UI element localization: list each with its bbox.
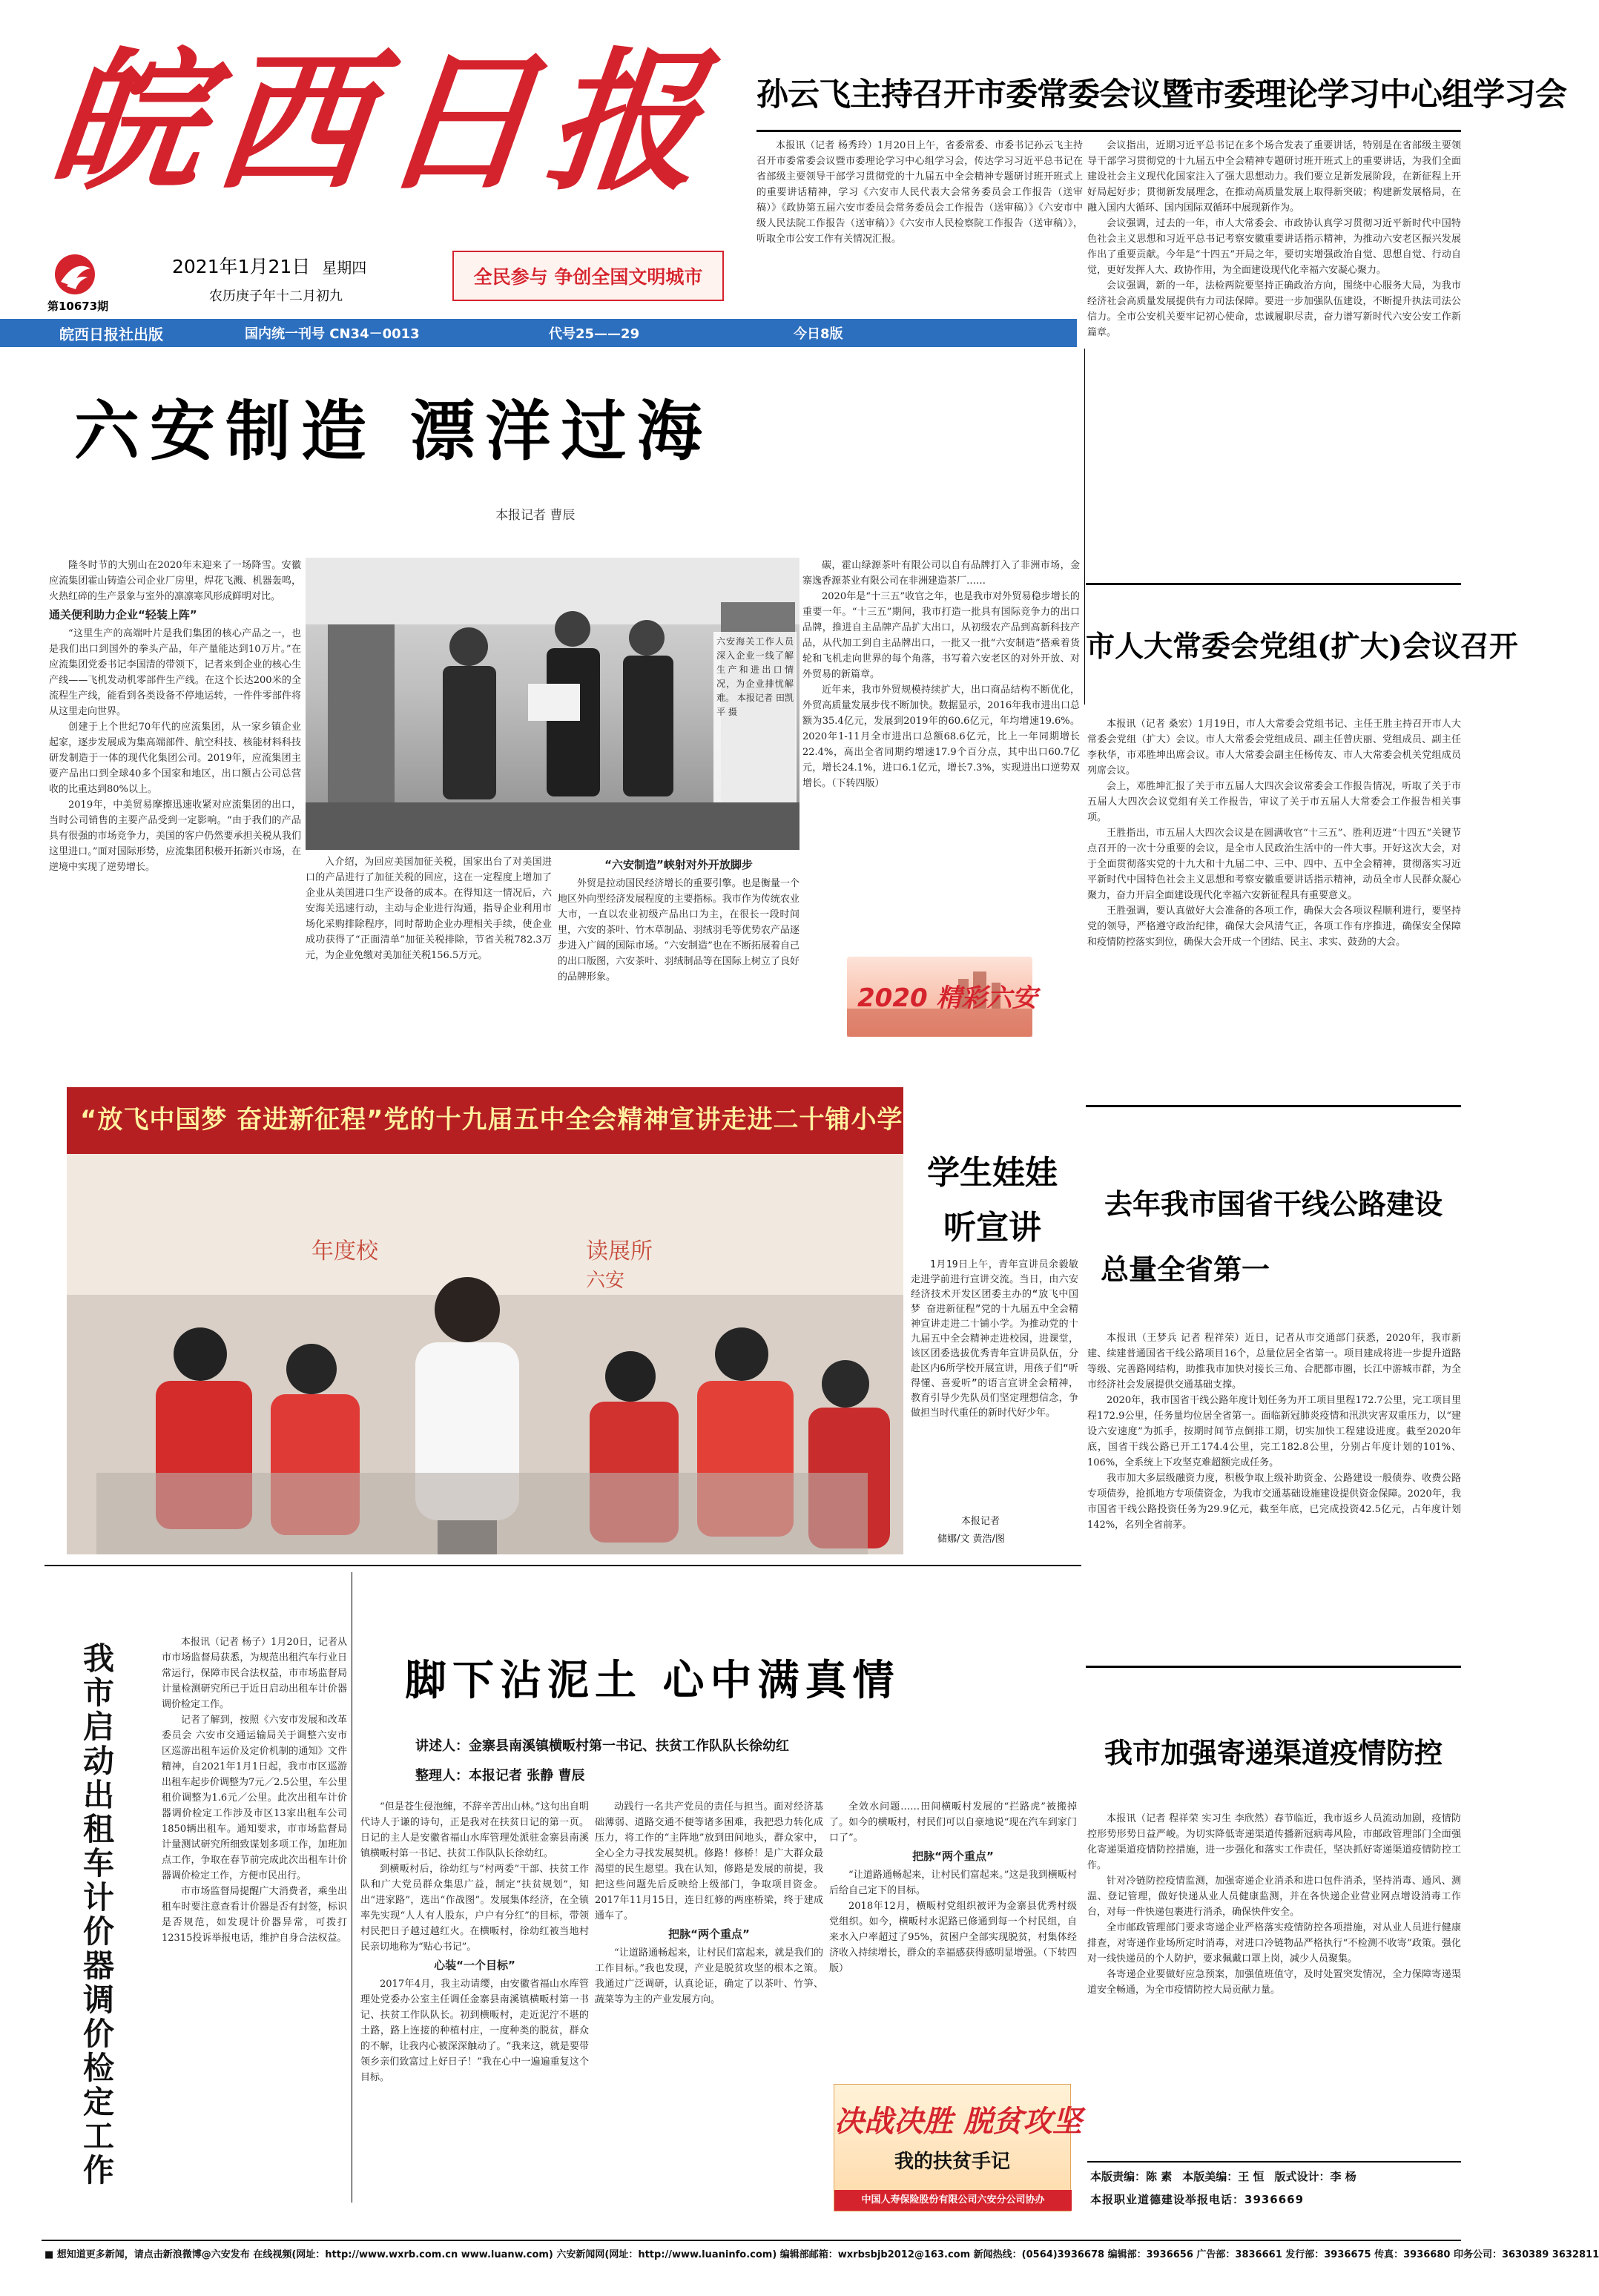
poverty-col2: 动践行一名共产党员的责任与担当。面对经济基础薄弱、道路交通不便等诸多困难，我把恐力转化成压力，将工作的“主阵地”放到田间地头，群众家中，全心全力寻找发展契机。修路！修桥！是广大群众最渴望的民生愿望。我在认知，修路是发展的前提，我把这些问题先后反映给上级部门，争取项目资金。2017年11月15日，连日红修的两座桥梁，终于建成通车了。 把脉“两个重点” “让道路通畅起来，让村民们富起来，就是我们的工作目标。”我也发现，产业是脱贫攻坚的根本之策。我通过广泛调研，认真论证，确定了以茶叶、竹笋、蔬菜等为主的产业发展方向。: [595, 1801, 823, 2005]
feature-col2: 入介绍，为回应美国加征关税，国家出台了对美国进口的产品进行了加征关税的回应，这在一定程度上增加了企业从美国进口生产设备的成本。在得知这一情况后，六安海关迅速行动，主动与企业进行沟通，指导企业利用市场化采购排除程序，同时帮助企业办理相关手续，使企业成功获得了“正面清单”加征关税排除，节省关税782.3万元，为企业免缴对美加征关税156.5万元。: [306, 857, 552, 961]
customs-photo-caption: 六安海关工作人员深入企业一线了解生产和进出口情况，为企业排忧解难。 本报记者 田凯平 摄: [713, 632, 797, 802]
poverty-speaker: 讲述人：金寨县南溪镇横畈村第一书记、扶贫工作队队长徐幼红: [415, 1738, 789, 1754]
civilized-city-slogan: 全民参与 争创全国文明城市: [452, 251, 724, 301]
express-body: 本报讯（记者 程祥荣 实习生 李欣然）春节临近，我市返乡人员流动加剧，疫情防控形势形势日益严峻。为切实降低寄递渠道传播新冠病毒风险，市邮政管理部门全面强化寄递渠道疫情防控措施，进一步强化和落实工作责任，坚决抓好寄递渠道疫情防控工作。 针对冷链防控疫情监测，加强寄递企业消杀和进口包件消杀，坚持消毒、通风、测温、登记管理，做好快递从业人员健康监测，并在各快递企业营业网点增设消毒工作台，对每一件快递包裹进行消杀，确保快件安全。 全市邮政管理部门要求寄递企业严格落实疫情防控各项措施，对从业人员进行健康排查，对寄递作业场所定时消毒，对进口冷链物品严格执行“不检测不收寄”政策。强化对一线快递员的个人防护，要求佩戴口罩上岗，减少人员聚集。 各寄递企业要做好应急预案，加强值班值守，及时处置突发情况，全力保障寄递渠道安全畅通，为全市疫情防控大局贡献力量。: [1087, 1813, 1461, 1996]
masthead-title: 皖西日报: [42, 33, 723, 211]
report-hotline: 本报职业道德建设举报电话：3936669: [1090, 2193, 1305, 2206]
school-title-line2: 听宣讲: [943, 1209, 1041, 1247]
taxi-top-rule: [44, 1565, 1081, 1566]
road-headline-2: 总量全省第一: [1101, 1253, 1270, 1286]
poverty-col1: “但是苍生侵泡缠，不辞辛苦出山林。”这句出自明代诗人于谦的诗句，正是我对在扶贫日记的第一页。日记的主人是安徽省福山水库管理处派驻金寨县南溪镇横畈村第一书记、扶贫工作队队长徐幼红。 到横畈村后，徐幼红与“村两委”干部、扶贫工作队和广大党员群众集思广益，制定“扶贫规划”，知出“进家路”，选出“作战图”。发展集体经济，在全镇率先实现“人人有人股东，户户有分红”的目标，带领村民把日子越过越红火。在横畈村，徐幼红被当地村民亲切地称为“贴心书记”。 心装“一个目标” 2017年4月，我主动请缨，由安徽省福山水库管理处党委办公室主任调任金寨县南溪镇横畈村第一书记、扶贫工作队队长。初到横畈村，走近泥泞不堪的土路，路上连接的种植村庄，一度种类的脱贫，群众的不解，让我内心被深深触动了。“我来这，就是要带领乡亲们致富过上好日子！”我在心中一遍遍重复这个目标。: [360, 1801, 589, 2083]
lunar-date: 农历庚子年十二月初九: [209, 288, 343, 304]
footer-rule: [42, 2240, 1461, 2241]
page-count: 今日8版: [794, 326, 843, 342]
npc-body: 本报讯（记者 桑宏）1月19日，市人大常委会党组书记、主任王胜主持召开市人大常委会党组（扩大）会议。市人大常委会党组成员、副主任曾庆丽、党组成员、副主任李秋华，市邓胜坤出席会议。市人大常委会副主任杨传友、市人大常委会机关党组成员列席会议。 会上，邓胜坤汇报了关于市五届人大四次会议常委会工作报告情况，听取了关于市五届人大四次会议党组有关工作报告，审议了关于市五届人大常委会工作报告相关事项。 王胜指出，市五届人大四次会议是在圆满收官“十三五”、胜利迈进“十四五”关键节点召开的一次十分重要的会议，是全市人民政治生活中的一件大事。开好这次大会，对于全面贯彻落实党的十九大和十九届二中、三中、四中、五中全会精神，贯彻落实习近平新时代中国特色社会主义思想和考察安徽重要讲话指示精神，动员全市人民群众凝心聚力，奋力开启全面建设现代化幸福六安新征程具有重要意义。 王胜强调，要认真做好大会准备的各项工作，确保大会各项议程顺利进行，要坚持党的领导，严格遵守政治纪律，确保大会风清气正，各项工作有序推进，确保安全保障和疫情防控落实到位，确保大会开成一个团结、民主、求实、鼓劲的大会。: [1087, 719, 1461, 948]
taxi-body: 本报讯（记者 杨子）1月20日，记者从市市场监督局获悉，为规范出租汽车行业日常运行，保障市民合法权益，市市场监督局计量检测研究所已于近日启动出租车计价器调价检定工作。 记者了解到，按照《六安市发展和改革委员会 六安市交通运输局关于调整六安市区巡游出租车运价及定价机制的通知》文件精神，自2021年1月1日起，我市市区巡游出租车起步价调整为7元／2.5公里，车公里租价调整为1.6元／公里。此次出租车计价器调价检定工作涉及市区13家出租车公司1850辆出租车。通知要求，市市场监督局计量测试研究所细致谋划多项工作，加班加点工作，争取在春节前完成此次出租车计价器调价检定工作，方便市民出行。 市市场监督局提醒广大消费者，乘坐出租车时要注意查看计价器是否有封签，标识是否规范，如发现计价器异常，可拨打12315投诉举报电话，维护自身合法权益。: [162, 1637, 347, 1944]
lead-body-col1: 本报讯（记者 杨秀玲）1月20日上午，省委常委、市委书记孙云飞主持召开市委常委会议暨市委理论学习中心组学习会，传达学习习近平总书记在省部级主要领导干部学习贯彻党的十九届五中全会精神专题研讨班开班式上的重要讲话精神，学习《六安市人民代表大会常务委员会工作报告（送审稿）》《政协第五届六安市委员会常务委员会工作报告（送审稿）》《六安市中级人民法院工作报告（送审稿）》《六安市人民检察院工作报告（送审稿）》，听取全市公安工作有关情况汇报。: [756, 140, 1083, 245]
lead-headline: 孙云飞主持召开市委常委会议暨市委理论学习中心组学习会: [756, 76, 1566, 113]
postal-code: 代号25——29: [549, 326, 640, 342]
school-story-text: 1月19日上午，青年宣讲员余毅敏走进学前进行宣讲交流。当日，由六安经济技术开发区团委主办的“放飞中国梦 奋进新征程”党的十九届五中全会精神宣讲走进二十铺小学。为推动党的十九届五中全会精神走进校园，进课堂，该区团委选拔优秀青年宣讲员队伍，分赴区内6所学校开展宣讲，用孩子们“听得懂、喜爱听”的语言宣讲全会精神，教育引导少先队员们坚定理想信念，争做担当时代重任的新时代好少年。: [911, 1259, 1078, 1419]
express-headline: 我市加强寄递渠道疫情防控: [1104, 1736, 1443, 1769]
poverty-headline: 脚下沾泥土 心中满真情: [405, 1656, 900, 1705]
road-top-rule: [1086, 1105, 1461, 1107]
feature-col1: 隆冬时节的大别山在2020年末迎来了一场降雪。安徽应流集团霍山铸造公司企业厂房里，焊花飞溅、机器轰鸣，火热红碎的生产景象与室外的凛凛寒风形成鲜明对比。 通关便利助力企业“轻装上阵” “这里生产的高端叶片是我们集团的核心产品之一，也是我们出口到国外的拳头产品，年产量能达到10万片。”在应流集团党委书记李国清的带领下，记者来到企业的核心生产线——飞机发动机零部件生产线。在这个长达200米的全流程生产线，能看到各类设备不停地运转，一件件零部件将从这里走向世界。 创建于上个世纪70年代的应流集团，从一家乡镇企业起家，逐步发展成为集高端部件、航空科技、核能材料科技研发制造于一体的现代化集团公司。2019年，应流集团主要产品出口到全球40多个国家和地区，出口额占公司总营收的比重达到80%以上。 2019年，中美贸易摩擦迅速收紧对应流集团的出口，当时公司销售的主要产品受到一定影响。“由于我们的产品具有很强的市场竞争力，美国的客户仍然要承担关税从我们这里进口。”面对国际形势，应流集团积极开拓新兴市场，在逆境中实现了逆势增长。: [49, 560, 301, 873]
lead-headline-rule: [756, 130, 1461, 132]
national-code: 国内统一刊号 CN34－0013: [245, 326, 420, 342]
taxi-headline: 我市启动出租车计价器调价检定工作: [79, 1642, 115, 2188]
footer-info: ■ 想知道更多新闻，请点击新浪微博@六安发布 在线视频(网址：http://www.wxrb.com.cn www.luanw.com) 六安新闻网(网址：http://www.luaninfo.com) 编辑部邮箱：wxrbsbjb2012@163.com 新闻热线：(0564)3936678 编辑部：3936656 广告部：3836661 发行部：3936675 传真：3936680 印务公司：3630389 3632811: [44, 2249, 1599, 2260]
school-bg-text-1: 年度校: [311, 1238, 378, 1264]
feature-col3: “六安制造”峡射对外开放脚步 外贸是拉动国民经济增长的重要引擎。也是衡量一个地区外向型经济发展程度的主要指标。我市作为传统农业大市，一直以农业初级产品出口为主，在很长一段时间里，六安的茶叶、竹木草制品、羽绒羽毛等优势农产品逐步进入广阔的国际市场。“六安制造”也在不断拓展着自己的出口版图，六安茶叶、羽绒制品等在国际上树立了良好的品牌形象。: [558, 858, 800, 983]
school-bg-text-2: 读展所: [586, 1238, 653, 1264]
school-credit-1: 本报记者: [961, 1516, 1000, 1527]
publisher: 皖西日报社出版: [59, 325, 163, 343]
school-title-line1: 学生娃娃: [927, 1154, 1058, 1192]
npc-top-rule: [1086, 583, 1461, 585]
poverty-col3: 全效水问题……田间横畈村发展的“拦路虎”被搬掉了。如今的横畈村，村民们可以自豪地说“现在汽车到家门口了”。 把脉“两个重点” “让道路通畅起来，让村民们富起来。”这是我到横畈村后给自己定下的目标。 2018年12月，横畈村党组织被评为金寨县优秀村级党组织。如今，横畈村水泥路已修通到每一个村民组，自来水入户率超过了95%，贫困户全部实现脱贫，村集体经济收入持续增长，群众的幸福感获得感明显增强。（下转四版）: [829, 1801, 1077, 1974]
poverty-editor: 整理人：本报记者 张静 曹辰: [415, 1768, 585, 1784]
feature-col4: 碳，霍山绿源茶叶有限公司以自有品牌打入了非洲市场，金寨逸香源茶业有限公司在非洲建造茶厂…… 2020年是“十三五”收官之年，也是我市对外贸易稳步增长的重要一年。“十三五”期间，我市打造一批具有国际竞争力的出口品牌，推进自主品牌产品扩大出口，从初级农产品到高新科技产品，从代加工到自主品牌出口，一批又一批“六安制造”搭乘着货轮和飞机走向世界的每个角落，书写着六安老区的对外开放、对外贸易的新篇章。 近年来，我市外贸规模持续扩大，出口商品结构不断优化，外贸高质量发展步伐不断加快。数据显示，2016年我市进出口总额为35.4亿元，发展到2019年的60.6亿元，年均增速19.6%。2020年1-11月全市进出口总额68.6亿元，比上一年同期增长22.4%，高出全省同期约增速17.9个百分点，其中出口60.7亿元，增长24.1%，进口6.1亿元，增长7.3%，实现进出口逆势双增长。（下转四版）: [802, 560, 1080, 789]
express-top-rule: [1086, 1666, 1461, 1668]
pub-date: 2021年1月21日 星期四: [172, 256, 367, 277]
right-column-divider: [1084, 349, 1085, 705]
issue-number: 第10673期: [47, 300, 109, 313]
npc-headline: 市人大常委会党组(扩大)会议召开: [1086, 630, 1518, 664]
school-bg-text-3: 六安: [586, 1270, 625, 1292]
newspaper-emblem-icon: [53, 252, 96, 297]
feature-byline: 本报记者 曹辰: [495, 508, 576, 523]
school-lecture-photo: [67, 1087, 903, 1554]
jingcai-liuan-badge: 2020 精彩六安: [847, 957, 1032, 1037]
road-body: 本报讯（王梦兵 记者 程祥荣）近日，记者从市交通部门获悉，2020年，我市新建、续建普通国省干线公路项目16个，总量位居全省第一。项目建成将进一步提升道路等级、完善路网结构，助推我市加快对接长三角、合肥都市圈，长江中游城市群，为全市经济社会发展提供交通基础支撑。 2020年，我市国省干线公路年度计划任务为开工项目里程172.7公里，完工项目里程172.9公里，任务量均位居全省第一。面临新冠肺炎疫情和汛洪灾害双重压力，以“建设六安速度”为抓手，按期时间节点倒排工期，切实加快工程建设进度。截至2020年底，国省干线公路已开工174.4公里，完工182.8公里，分别占年度计划的101%、106%，全系统上下攻坚克难超额完成任务。 我市加大多层级融资力度，积极争取上级补助资金、公路建设一般债券、收费公路专项债券，抢抓地方专项债资金，为我市交通基础设施建设提供资金保障。2020年，我市国省干线公路投资任务为29.9亿元，截至年底，已完成投资42.5亿元，占年度计划142%，名列全省前茅。: [1087, 1333, 1461, 1531]
road-headline-1: 去年我市国省干线公路建设: [1104, 1187, 1443, 1221]
lead-body-col2: 会议指出，近期习近平总书记在多个场合发表了重要讲话，特别是在省部级主要领导干部学习贯彻党的十九届五中全会精神专题研讨班开班式上的重要讲话，为我们全面建设社会主义现代化国家注入了强大思想动力。我们要立足新发展阶段，在新征程上开好局起好步；贯彻新发展理念，在推动高质量发展上取得新突破；构建新发展格局，在融入国内大循环、国内国际双循环中展现新作为。 会议强调，过去的一年，市人大常委会、市政协认真学习贯彻习近平新时代中国特色社会主义思想和习近平总书记考察安徽重要讲话指示精神，为推动六安老区振兴发展作出了重要贡献。今年是“十四五”开局之年，要切实增强政治自觉、思想自觉、行动自觉，更好发挥人大、政协作用，为全面建设现代化幸福六安凝心聚力。 会议强调，新的一年，法检两院要坚持正确政治方向，围绕中心服务大局，为我市经济社会高质量发展提供有力司法保障。要进一步加强队伍建设，不断提升执法司法公信力。全市公安机关要牢记初心使命，忠诚履职尽责，奋力谱写新时代六安公安工作新篇章。: [1087, 140, 1461, 338]
feature-headline: 六安制造 漂洋过海: [74, 392, 713, 469]
masthead-info-bar: [0, 319, 1077, 347]
school-banner-text: “放飞中国梦 奋进新征程”党的十九届五中全会精神宣讲走进二十铺小学: [80, 1105, 903, 1135]
school-credit-2: 储娜/文 黄浩/图: [937, 1534, 1005, 1545]
poverty-campaign-badge: 决战决胜 脱贫攻坚 我的扶贫手记 中国人寿保险股份有限公司六安分公司协办: [834, 2084, 1071, 2211]
page-credits: 本版责编：陈 素 本版美编：王 恒 版式设计：李 杨 本报职业道德建设举报电话：3936669: [1087, 2161, 1461, 2214]
